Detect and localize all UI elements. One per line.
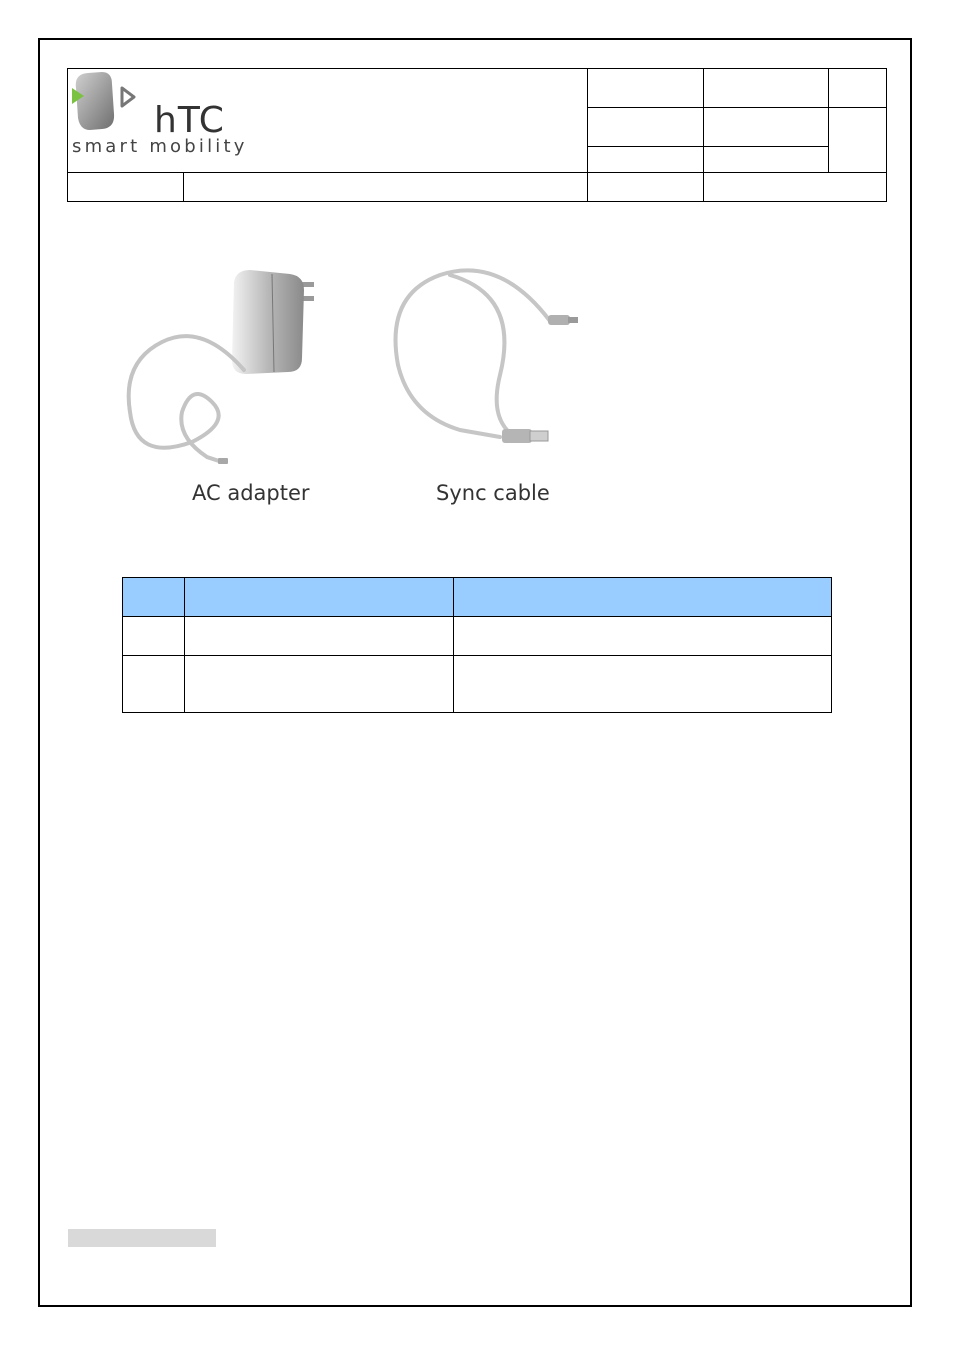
table-header-cell: [184, 577, 454, 617]
header-cell: [587, 68, 704, 108]
table-header-cell: [122, 577, 185, 617]
table-cell: [453, 616, 832, 656]
header-cell: [828, 107, 887, 173]
figure-caption: Sync cable: [436, 481, 550, 505]
table-cell: [122, 655, 185, 713]
header-cell: [587, 107, 704, 147]
htc-logo-icon: [70, 70, 150, 132]
table-cell: [122, 616, 185, 656]
table-cell: [453, 655, 832, 713]
header-cell: [587, 146, 704, 173]
footer-bar: [68, 1229, 216, 1247]
table-cell: [184, 616, 454, 656]
header-cell: [587, 172, 704, 202]
logo-tagline: smart mobility: [72, 136, 248, 157]
header-cell: [703, 172, 887, 202]
header-cell: [828, 68, 887, 108]
header-cell: [703, 107, 829, 147]
header-cell: [703, 68, 829, 108]
table-cell: [184, 655, 454, 713]
header-cell: [703, 146, 829, 173]
table-header-cell: [453, 577, 832, 617]
htc-logo: [70, 70, 260, 165]
header-cell: [183, 172, 588, 202]
logo-brand: hTC: [154, 100, 225, 141]
header-cell: [67, 172, 184, 202]
figure-caption: AC adapter: [192, 481, 310, 505]
ac-adapter-icon: [122, 262, 332, 477]
sync-cable-icon: [390, 265, 590, 460]
